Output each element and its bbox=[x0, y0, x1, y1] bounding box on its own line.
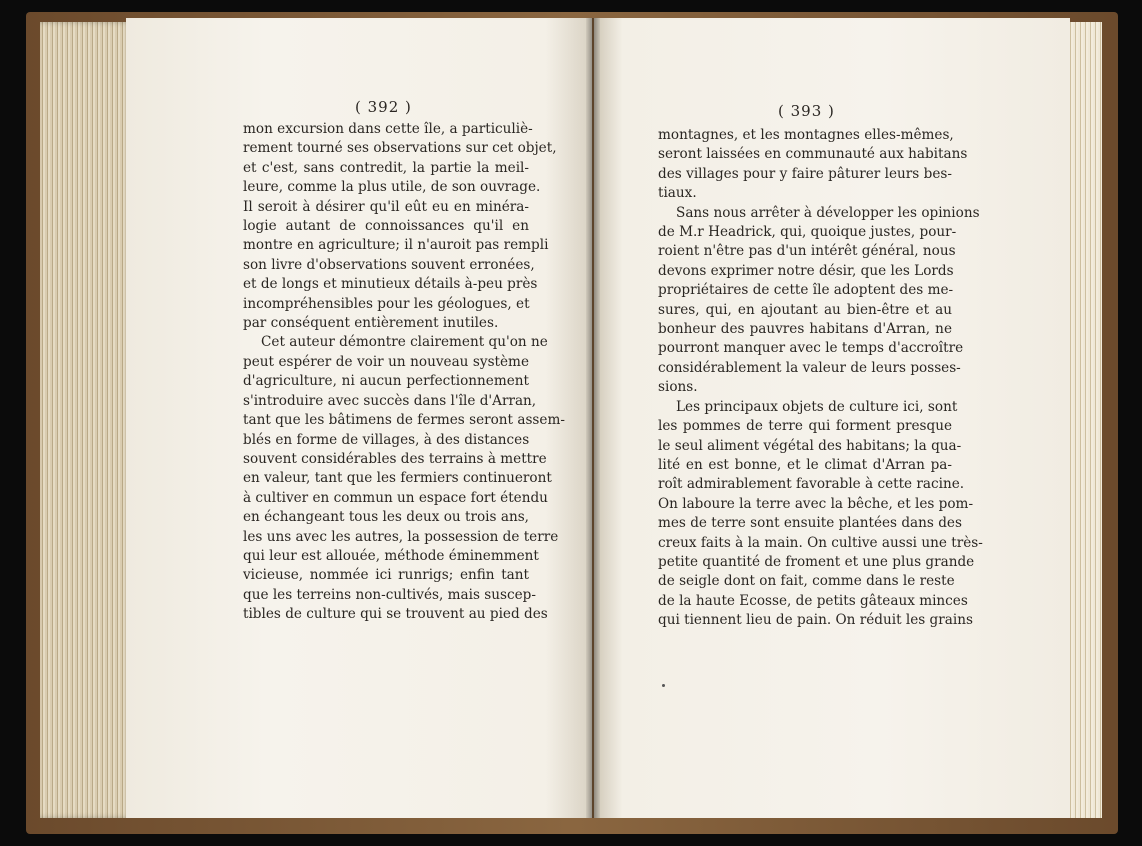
left-page-line: blés en forme de villages, à des distances bbox=[243, 431, 530, 448]
left-page-line: souvent considérables des terrains à mettre bbox=[243, 450, 547, 467]
left-page-line: montre en agriculture; il n'auroit pas rempli bbox=[243, 237, 549, 254]
right-page-line: de la haute Ecosse, de petits gâteaux minces bbox=[658, 592, 968, 609]
left-page-line: en échangeant tous les deux ou trois ans, bbox=[243, 509, 529, 526]
right-page-line: roient n'être pas d'un intérêt général, nous bbox=[658, 243, 956, 260]
left-page-line: tibles de culture qui se trouvent au pied des bbox=[243, 606, 548, 623]
page-edges-left bbox=[40, 22, 132, 818]
left-page-line: leure, comme la plus utile, de son ouvrage. bbox=[243, 179, 541, 196]
left-page-line: par conséquent entièrement inutiles. bbox=[243, 315, 499, 332]
right-page-line: considérablement la valeur de leurs posses- bbox=[658, 359, 961, 376]
right-page-line: Sans nous arrêter à développer les opinions bbox=[676, 204, 980, 221]
left-page-line: à cultiver en commun un espace fort étendu bbox=[243, 489, 548, 506]
left-page-number: ( 392 ) bbox=[355, 98, 412, 116]
left-page-text bbox=[243, 120, 565, 625]
left-page-line: tant que les bâtimens de fermes seront assem- bbox=[243, 412, 565, 429]
left-page-line: et de longs et minutieux détails à-peu près bbox=[243, 276, 538, 293]
right-page-line: tiaux. bbox=[658, 185, 697, 202]
right-page-line: On laboure la terre avec la bêche, et les pom- bbox=[658, 495, 974, 512]
left-page-line: Il seroit à désirer qu'il eût eu en minéra- bbox=[243, 198, 529, 215]
left-page-line: incompréhensibles pour les géologues, et bbox=[243, 295, 530, 312]
right-page-line: bonheur des pauvres habitans d'Arran, ne bbox=[658, 321, 952, 338]
right-page-line: les pommes de terre qui forment presque bbox=[658, 418, 952, 435]
right-page-line: le seul aliment végétal des habitans; la qua- bbox=[658, 437, 962, 454]
left-page-line: mon excursion dans cette île, a particuliè- bbox=[243, 121, 533, 137]
left-page-line: son livre d'observations souvent erronées, bbox=[243, 256, 535, 273]
left-page-line: rement tourné ses observations sur cet objet, bbox=[243, 140, 557, 157]
book-gutter bbox=[586, 18, 600, 818]
right-page-line: des villages pour y faire pâturer leurs bes- bbox=[658, 165, 952, 182]
right-page-line: devons exprimer notre désir, que les Lords bbox=[658, 262, 954, 279]
right-page-line: de M.r Headrick, qui, quoique justes, pour- bbox=[658, 224, 957, 241]
right-page-line: propriétaires de cette île adoptent des me- bbox=[658, 282, 954, 299]
right-page-line: seront laissées en communauté aux habitans bbox=[658, 146, 968, 163]
right-page-line: qui tiennent lieu de pain. On réduit les grains bbox=[658, 612, 973, 629]
left-page-line: s'introduire avec succès dans l'île d'Arran, bbox=[243, 392, 537, 409]
left-page-line: que les terreins non-cultivés, mais suscep- bbox=[243, 586, 536, 603]
right-page-line: sures, qui, en ajoutant au bien-être et au bbox=[658, 301, 952, 318]
left-page-line: d'agriculture, ni aucun perfectionnement bbox=[243, 373, 529, 390]
right-page-line: lité en est bonne, et le climat d'Arran pa- bbox=[658, 456, 952, 473]
left-page-line: Cet auteur démontre clairement qu'on ne bbox=[261, 334, 548, 351]
right-page-line: mes de terre sont ensuite plantées dans des bbox=[658, 515, 962, 532]
left-page-line: peut espérer de voir un nouveau système bbox=[243, 353, 529, 370]
left-page-line: logie autant de connoissances qu'il en bbox=[243, 218, 529, 235]
right-page-line: de seigle dont on fait, comme dans le reste bbox=[658, 573, 955, 590]
right-page-text bbox=[658, 126, 983, 631]
right-page-line: Les principaux objets de culture ici, sont bbox=[676, 398, 958, 415]
right-page-line: petite quantité de froment et une plus grande bbox=[658, 553, 975, 570]
right-page-line: montagnes, et les montagnes elles-mêmes, bbox=[658, 127, 954, 143]
left-page-line: en valeur, tant que les fermiers continueront bbox=[243, 470, 552, 487]
left-page-line: et c'est, sans contredit, la partie la meil- bbox=[243, 159, 529, 176]
right-page-line: sions. bbox=[658, 379, 698, 396]
right-page-line: creux faits à la main. On cultive aussi une très- bbox=[658, 534, 983, 551]
right-page-line: pourront manquer avec le temps d'accroître bbox=[658, 340, 964, 357]
page-edges-right bbox=[1068, 22, 1102, 818]
left-page-line: qui leur est allouée, méthode éminemment bbox=[243, 547, 539, 564]
left-page-line: les uns avec les autres, la possession de terre bbox=[243, 528, 559, 545]
left-page-line: vicieuse, nommée ici runrigs; enfin tant bbox=[243, 567, 529, 584]
pencil-mark bbox=[662, 684, 665, 687]
right-page-line: roît admirablement favorable à cette racine. bbox=[658, 476, 965, 493]
right-page-number: ( 393 ) bbox=[778, 102, 835, 120]
